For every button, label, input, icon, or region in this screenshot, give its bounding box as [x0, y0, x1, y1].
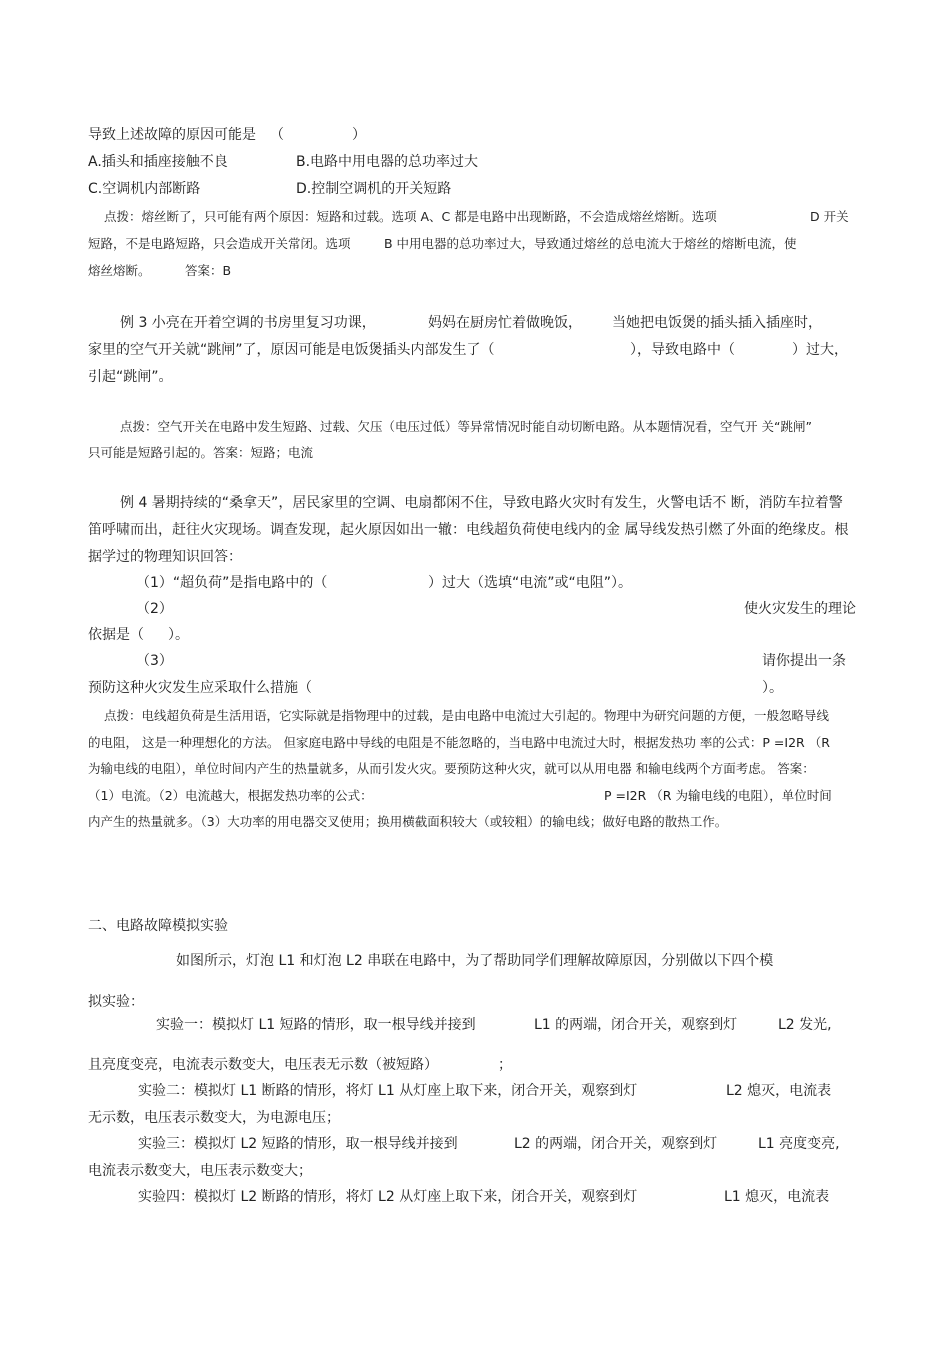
ex4-subquestion-1: ）过大（选填“电流”或“电阻”）。 — [428, 575, 633, 591]
section-intro: 如图所示，灯泡 L1 和灯泡 L2 串联在电路中，为了帮助同学们理解故障原因，分别做以下四个模 — [176, 953, 774, 969]
ex4-subquestion-2: ）。 — [168, 627, 189, 643]
experiment-2: L2 熄灭，电流表 — [726, 1083, 832, 1099]
ex4-subquestion-1: （1）“超负荷”是指电路中的（ — [136, 575, 328, 591]
experiment-2: 无示数，电压表示数变大，为电源电压； — [88, 1110, 340, 1126]
experiment-3: L2 的两端，闭合开关，观察到灯 — [514, 1136, 718, 1152]
experiment-1: 且亮度变亮，电流表示数变大，电压表无示数（被短路） — [88, 1057, 438, 1073]
ex3-line: 例 3 小亮在开着空调的书房里复习功课， — [120, 315, 376, 331]
ex3-line: ）过大， — [792, 342, 848, 358]
experiment-3: L1 亮度变亮, — [758, 1136, 840, 1152]
experiment-4: 实验四：模拟灯 L2 断路的情形，将灯 L2 从灯座上取下来，闭合开关，观察到灯 — [138, 1189, 638, 1205]
ex4-subquestion-2: （2） — [136, 601, 173, 617]
ex4-hint: P =I2R （R 为输电线的电阻），单位时间 — [604, 788, 832, 803]
ex4-line: 例 4 暑期持续的“桑拿天”，居民家里的空调、电扇都闲不住，导致电路火灾时有发生，火警电话不 断，消防车拉着警 — [120, 495, 843, 511]
q2-stem: 导致上述故障的原因可能是 — [88, 127, 256, 143]
q2-paren-close: ） — [352, 127, 366, 143]
ex4-hint: 内产生的热量就多。（3）大功率的用电器交叉使用；换用横截面积较大（或较粗）的输电线；做好电路的散热工作。 — [88, 814, 728, 829]
section-heading: 二、电路故障模拟实验 — [88, 918, 228, 934]
q2-hint-line: 熔丝熔断。 — [88, 263, 151, 278]
ex4-subquestion-2: 依据是（ — [88, 627, 144, 643]
ex3-hint: 点拨：空气开关在电路中发生短路、过载、欠压（电压过低）等异常情况时能自动切断电路。从本题情况看，空气开 关“跳闸” — [120, 419, 812, 434]
q2-hint-line: B 中用电器的总功率过大，导致通过熔丝的总电流大于熔丝的熔断电流，使 — [384, 236, 797, 251]
q2-option-c: C.空调机内部断路 — [88, 181, 201, 197]
ex4-line: 笛呼啸而出，赶往火灾现场。调查发现，起火原因如出一辙：电线超负荷使电线内的金 属导线发热引燃了外面的绝缘皮。根 — [88, 522, 849, 538]
experiment-3: 电流表示数变大，电压表示数变大； — [88, 1163, 312, 1179]
q2-hint-line: 短路，不是电路短路，只会造成开关常闭。选项 — [88, 236, 351, 251]
ex4-subquestion-3: 预防这种火灾发生应采取什么措施（ — [88, 680, 312, 696]
ex3-line: ），导致电路中（ — [630, 342, 735, 358]
q2-hint-line: D 开关 — [810, 209, 849, 224]
q2-option-d: D.控制空调机的开关短路 — [296, 181, 452, 197]
experiment-4: L1 熄灭，电流表 — [724, 1189, 830, 1205]
ex3-line: 家里的空气开关就“跳闸”了，原因可能是电饭煲插头内部发生了（ — [88, 342, 495, 358]
ex4-line: 据学过的物理知识回答： — [88, 549, 242, 565]
ex4-hint: 为输电线的电阻），单位时间内产生的热量就多，从而引发火灾。要预防这种火灾，就可以从用电器 和输电线两个方面考虑。 答案： — [88, 761, 815, 776]
ex4-hint: 的电阻， 这是一种理想化的方法。 但家庭电路中导线的电阻是不能忽略的，当电路中电流过大时，根据发热功 率的公式：P =I2R （R — [88, 735, 830, 750]
q2-option-b: B.电路中用电器的总功率过大 — [296, 154, 479, 170]
ex4-hint: 点拨：电线超负荷是生活用语，它实际就是指物理中的过载，是由电路中电流过大引起的。物理中为研究问题的方便，一般忽略导线 — [104, 708, 830, 723]
q2-paren-open: （ — [270, 127, 284, 143]
ex4-subquestion-3: （3） — [136, 653, 173, 669]
ex3-line: 妈妈在厨房忙着做晚饭， — [428, 315, 582, 331]
experiment-1: L1 的两端，闭合开关，观察到灯 — [534, 1017, 738, 1033]
experiment-2: 实验二：模拟灯 L1 断路的情形，将灯 L1 从灯座上取下来，闭合开关，观察到灯 — [138, 1083, 638, 1099]
ex4-subquestion-2: 使火灾发生的理论 — [744, 601, 856, 617]
ex3-line: 引起“跳闸”。 — [88, 369, 173, 385]
ex4-subquestion-3: ）。 — [762, 680, 783, 696]
q2-hint-line: 点拨：熔丝断了，只可能有两个原因：短路和过载。选项 A、C 都是电路中出现断路，不会造成熔丝熔断。选项 — [104, 209, 717, 224]
experiment-3: 实验三：模拟灯 L2 短路的情形，取一根导线并接到 — [138, 1136, 458, 1152]
experiment-1: ； — [498, 1057, 512, 1073]
ex3-hint: 只可能是短路引起的。答案：短路；电流 — [88, 445, 314, 460]
ex4-hint: （1）电流。（2）电流越大，根据发热功率的公式： — [88, 788, 373, 803]
experiment-1: L2 发光, — [778, 1017, 832, 1033]
ex3-line: 当她把电饭煲的插头插入插座时， — [612, 315, 822, 331]
q2-answer: 答案：B — [185, 263, 232, 278]
ex4-subquestion-3: 请你提出一条 — [762, 653, 846, 669]
section-intro: 拟实验： — [88, 994, 144, 1010]
q2-option-a: A.插头和插座接触不良 — [88, 154, 228, 170]
experiment-1: 实验一：模拟灯 L1 短路的情形，取一根导线并接到 — [156, 1017, 476, 1033]
